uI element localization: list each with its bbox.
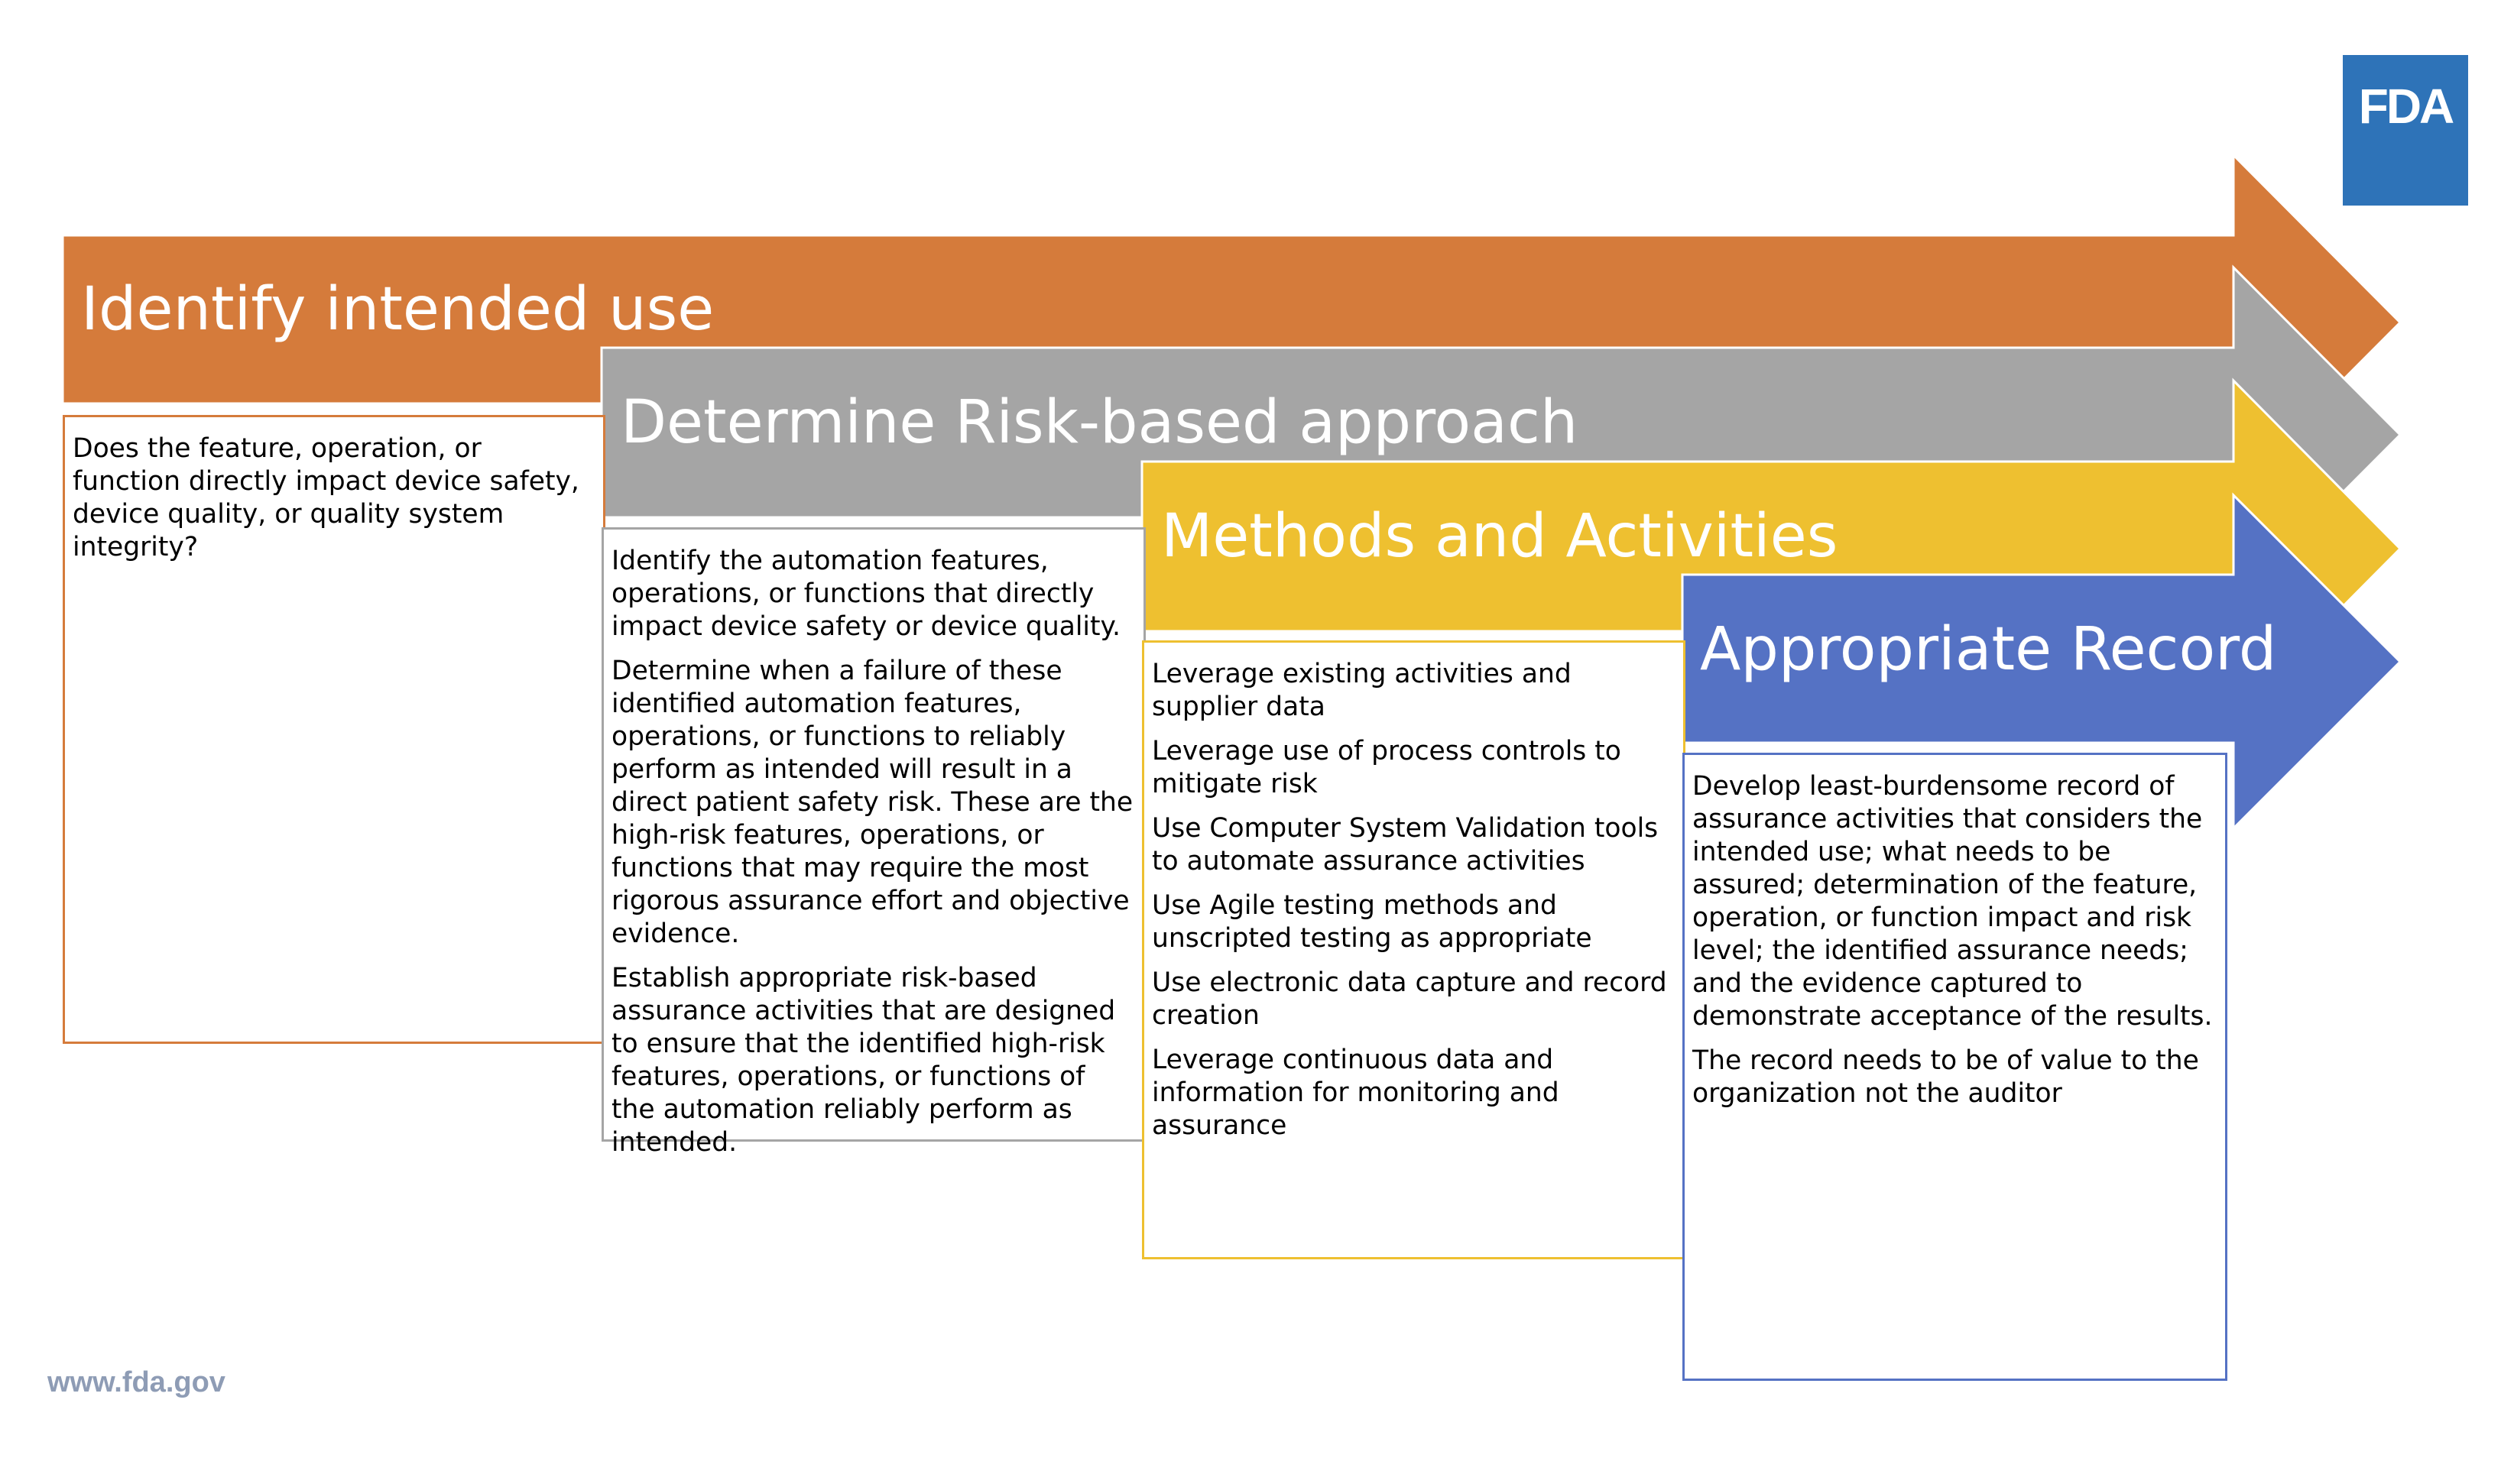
footer-url[interactable]: www.fda.gov <box>47 1366 225 1398</box>
step-title-appropriate-record: Appropriate Record <box>1700 615 2277 684</box>
step-text: Does the feature, operation, or function directly impact device safety, device quality, or quality system integrity? <box>73 433 579 562</box>
step-text: Use Agile testing methods and unscripted testing as appropriate <box>1152 890 1592 954</box>
step-text: Establish appropriate risk-based assurance activities that are designed to ensure that the identified high-risk features, operations, or functions of the automation reliably perform as intended. <box>611 963 1116 1158</box>
step-box-determine-risk-based-approach <box>602 527 1146 1158</box>
step-text: Leverage use of process controls to mitigate risk <box>1152 736 1621 799</box>
step-text: Leverage continuous data and information for monitoring and assurance <box>1152 1045 1559 1141</box>
step-text: Determine when a failure of these identified automation features, operations, or functions to reliably perform as intended will result in a direct patient safety risk. These are the high-risk features, operations, or functions that may require the most rigorous assurance effort and objective evidence. <box>611 656 1134 949</box>
step-box-methods-and-activities <box>1142 640 1685 1259</box>
fda-logo-text: FDA <box>2358 79 2453 134</box>
step-text: Use Computer System Validation tools to automate assurance activities <box>1152 813 1659 876</box>
step-title-identify-intended-use: Identify intended use <box>81 275 715 344</box>
step-box-appropriate-record <box>1682 753 2227 1381</box>
step-text: Develop least-burdensome record of assurance activities that considers the intended use; what needs to be assured; determination of the feature, operation, or function impact and risk level; the identified assurance needs; and the evidence captured to demonstrate acceptance of the results. <box>1692 771 2213 1032</box>
step-text: The record needs to be of value to the organization not the auditor <box>1692 1045 2199 1109</box>
step-text: Use electronic data capture and record creation <box>1152 967 1667 1031</box>
step-text: Identify the automation features, operations, or functions that directly impact device safety or device quality. <box>611 546 1121 642</box>
step-title-determine-risk-based-approach: Determine Risk-based approach <box>621 388 1578 457</box>
step-title-methods-and-activities: Methods and Activities <box>1161 502 1838 571</box>
step-text: Leverage existing activities and supplier data <box>1152 659 1572 722</box>
step-box-identify-intended-use <box>63 415 605 1044</box>
